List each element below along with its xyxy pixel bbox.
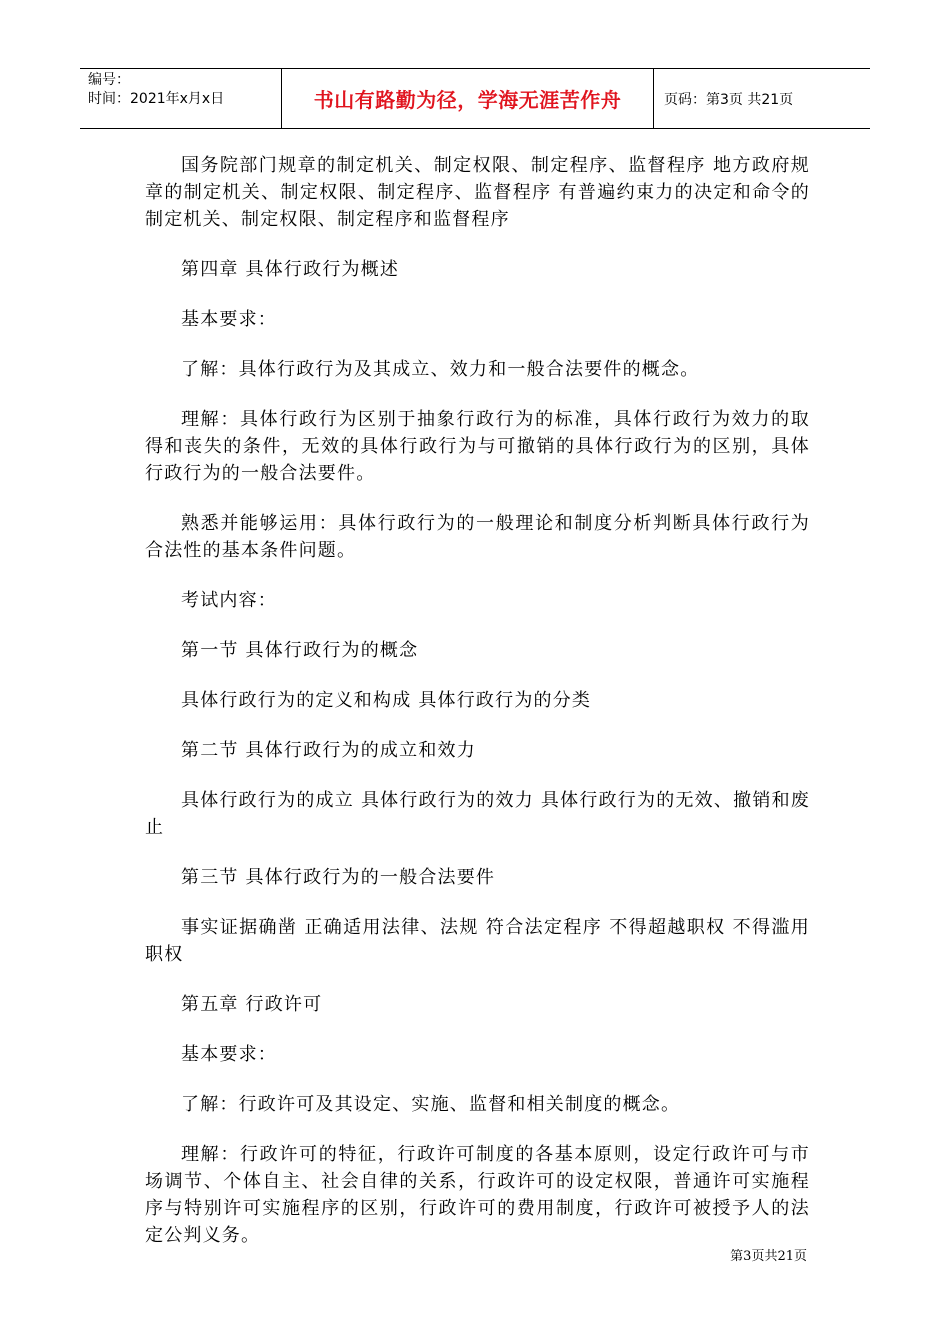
paragraph: 具体行政行为的定义和构成 具体行政行为的分类 bbox=[181, 690, 592, 711]
paragraph: 了解：具体行政行为及其成立、效力和一般合法要件的概念。 bbox=[181, 359, 700, 380]
paragraph: 熟悉并能够运用：具体行政行为的一般理论和制度分析判断具体行政行为合法性的基本条件问题。 bbox=[145, 513, 810, 561]
chapter-heading: 第五章 行政许可 bbox=[181, 994, 323, 1015]
section-label: 考试内容： bbox=[181, 590, 277, 611]
section-heading: 第三节 具体行政行为的一般合法要件 bbox=[181, 867, 496, 888]
paragraph: 理解：具体行政行为区别于抽象行政行为的标准，具体行政行为效力的取得和丧失的条件，无效的具体行政行为与可撤销的具体行政行为的区别，具体行政行为的一般合法要件。 bbox=[145, 409, 810, 484]
section-heading: 第二节 具体行政行为的成立和效力 bbox=[181, 740, 476, 761]
section-label: 基本要求： bbox=[181, 309, 277, 330]
header-meta bbox=[80, 69, 282, 128]
paragraph: 具体行政行为的成立 具体行政行为的效力 具体行政行为的无效、撤销和废止 bbox=[145, 790, 810, 838]
header-motto: 书山有路勤为径，学海无涯苦作舟 bbox=[282, 69, 654, 128]
document-body bbox=[145, 152, 810, 1272]
section-heading: 第一节 具体行政行为的概念 bbox=[181, 640, 419, 661]
paragraph: 国务院部门规章的制定机关、制定权限、制定程序、监督程序 地方政府规章的制定机关、制定权限、制定程序、监督程序 有普遍约束力的决定和命令的制定机关、制定权限、制定程序和监督程序 bbox=[145, 155, 810, 230]
chapter-heading: 第四章 具体行政行为概述 bbox=[181, 259, 400, 280]
date-label: 时间：2021年x月x日 bbox=[88, 91, 225, 107]
paragraph: 事实证据确凿 正确适用法律、法规 符合法定程序 不得超越职权 不得滥用职权 bbox=[145, 917, 810, 965]
header-page-info: 页码：第3页 共21页 bbox=[664, 91, 794, 108]
paragraph: 了解：行政许可及其设定、实施、监督和相关制度的概念。 bbox=[181, 1094, 681, 1115]
page-header bbox=[80, 68, 870, 129]
serial-number-label: 编号： bbox=[88, 72, 130, 88]
section-label: 基本要求： bbox=[181, 1044, 277, 1065]
page-footer: 第3页共21页 bbox=[730, 1249, 807, 1264]
paragraph: 理解：行政许可的特征，行政许可制度的各基本原则，设定行政许可与市场调节、个体自主、社会自律的关系，行政许可的设定权限，普通许可实施程序与特别许可实施程序的区别，行政许可的费用制度，行政许可被授予人的法定公判义务。 bbox=[145, 1144, 810, 1246]
